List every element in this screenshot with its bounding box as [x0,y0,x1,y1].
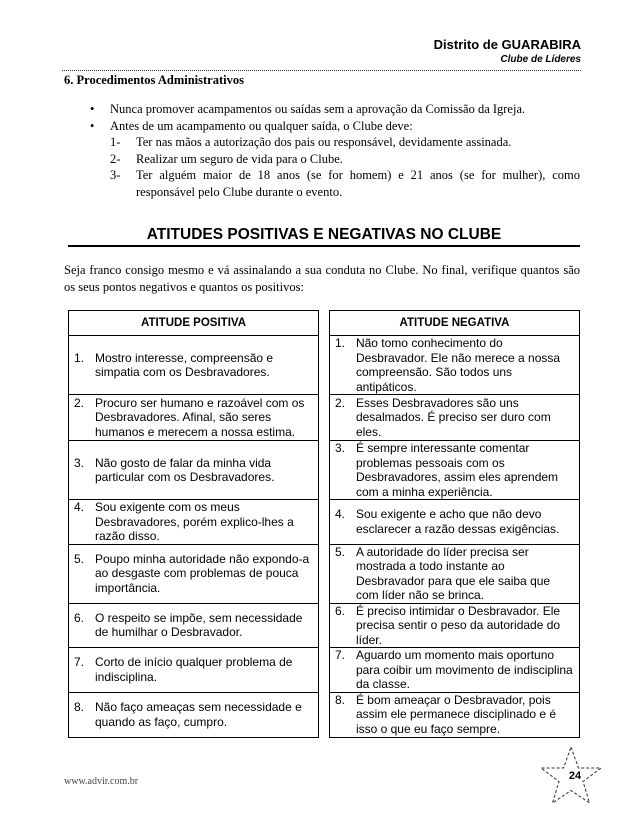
attitudes-table [68,310,580,738]
list-item [90,118,580,201]
table-row [69,692,580,737]
column-gap [319,500,330,545]
item-number: 4. [74,500,85,514]
item-number: 6. [74,610,85,625]
item-number: 5. [334,544,345,559]
table-row [69,500,580,545]
positive-cell [69,544,319,603]
page-number: 24 [568,770,582,782]
item-text: Não faço ameaças sem necessidade e quando as faço, cumpro. [95,700,302,729]
item-number: 7. [334,648,345,662]
item-number: 8. [74,700,85,714]
negative-cell [329,336,579,395]
column-header-negative: ATITUDE NEGATIVA [329,311,579,336]
item-text: Sou exigente com os meus Desbravadores, porém explico-lhes a razão disso. [95,500,294,543]
item-text: É bom ameaçar o Desbravador, pois assim ele permanece disciplinado e é isso o que eu faço sempre. [355,692,557,736]
header-title: Distrito de GUARABIRA [433,37,581,52]
item-number: 4. [334,507,345,522]
item-number: 1. [74,350,85,365]
item-text: Sou exigente e acho que não devo esclarecer a razão dessas exigências. [355,507,560,536]
negative-cell [329,441,579,500]
table-row [69,395,580,441]
item-number: 1. [334,336,345,350]
item-text: Mostro interesse, compreensão e simpatia com os Desbravadores. [95,350,274,379]
negative-cell [329,544,579,603]
bullet-icon: • [90,102,95,116]
bullet-text: Antes de um acampamento ou qualquer saída, o Clube deve: [110,118,413,133]
negative-cell [329,500,579,545]
negative-cell [329,648,579,693]
table-header-row [69,311,580,336]
item-text: É preciso intimidar o Desbravador. Ele precisa sentir o peso da autoridade do líder. [355,603,561,647]
page-header [434,37,581,67]
column-gap [319,336,330,395]
step-text: Ter nas mãos a autorização dos pais ou responsável, devidamente assinada. [136,135,512,149]
table-row [69,648,580,693]
footer-url: www.advir.com.br [64,776,139,787]
step-item [110,134,580,151]
item-text: É sempre interessante comentar problemas pessoais com os Desbravadores, assim eles aprendem com a minha experiência. [355,441,559,499]
item-number: 2. [74,395,85,410]
step-text: Realizar um seguro de vida para o Clube. [136,151,343,166]
item-text: O respeito se impõe, sem necessidade de humilhar o Desbravador. [95,610,303,640]
column-gap [319,544,330,603]
header-subtitle: Clube de Líderes [500,54,581,65]
item-text: Procuro ser humano e razoável com os Desbravadores. Afinal, são seres humanos e merecem a nossa estima. [95,395,305,439]
positive-cell [69,603,319,648]
column-gap [319,395,330,441]
positive-cell [69,441,319,500]
item-text: Não tomo conhecimento do Desbravador. Ele não merece a nossa compreensão. São todos uns antipáticos. [355,336,561,394]
negative-cell [329,692,579,737]
item-number: 2. [334,395,345,410]
header-divider [62,70,581,71]
list-item [90,101,580,118]
item-text: Aguardo um momento mais oportuno para coibir um movimento de indisciplina da classe. [355,648,573,691]
table-row [69,544,580,603]
intro-paragraph: Seja franco consigo mesmo e vá assinalando a sua conduta no Clube. No final, verifique quantos são os seus pontos negativos e quantos os positivos: [64,263,580,294]
item-text: Corto de início qualquer problema de indisciplina. [95,655,293,684]
positive-cell [69,500,319,545]
bullet-text: Nunca promover acampamentos ou saídas sem a aprovação da Comissão da Igreja. [110,102,526,116]
positive-cell [69,395,319,441]
step-number: 2- [110,151,121,166]
step-text: Ter alguém maior de 18 anos (se for homem) e 21 anos (se for mulher), como responsável pelo Clube durante o evento. [136,168,580,199]
step-number: 3- [110,168,121,182]
column-gap [319,603,330,648]
table-row [69,603,580,648]
item-number: 6. [334,603,345,618]
negative-cell [329,603,579,648]
table-row [69,441,580,500]
section-title: 6. Procedimentos Administrativos [64,73,244,87]
item-number: 5. [74,551,85,566]
step-item [110,167,580,200]
item-text: Poupo minha autoridade não expondo-a ao desgaste com problemas de pouca importância. [95,551,310,595]
negative-cell [329,395,579,441]
item-text: Não gosto de falar da minha vida particular com os Desbravadores. [95,455,275,484]
column-gap [319,311,330,336]
column-gap [319,692,330,737]
procedures-list [90,101,580,200]
item-number: 3. [334,441,345,455]
item-number: 8. [334,692,345,707]
item-text: Esses Desbravadores são uns desalmados. É preciso ser duro com eles. [355,395,551,439]
item-number: 7. [74,655,85,670]
table-row [69,336,580,395]
bullet-icon: • [90,118,95,133]
item-text: A autoridade do líder precisa ser mostrada a todo instante ao Desbravador para que ele saiba que com líder não se brinca. [355,544,551,602]
positive-cell [69,692,319,737]
section-heading: ATITUDES POSITIVAS E NEGATIVAS NO CLUBE [68,226,580,247]
step-number: 1- [110,135,121,149]
positive-cell [69,336,319,395]
item-number: 3. [74,455,85,470]
column-gap [319,441,330,500]
column-header-positive: ATITUDE POSITIVA [69,311,319,336]
step-item [110,151,580,168]
column-gap [319,648,330,693]
positive-cell [69,648,319,693]
